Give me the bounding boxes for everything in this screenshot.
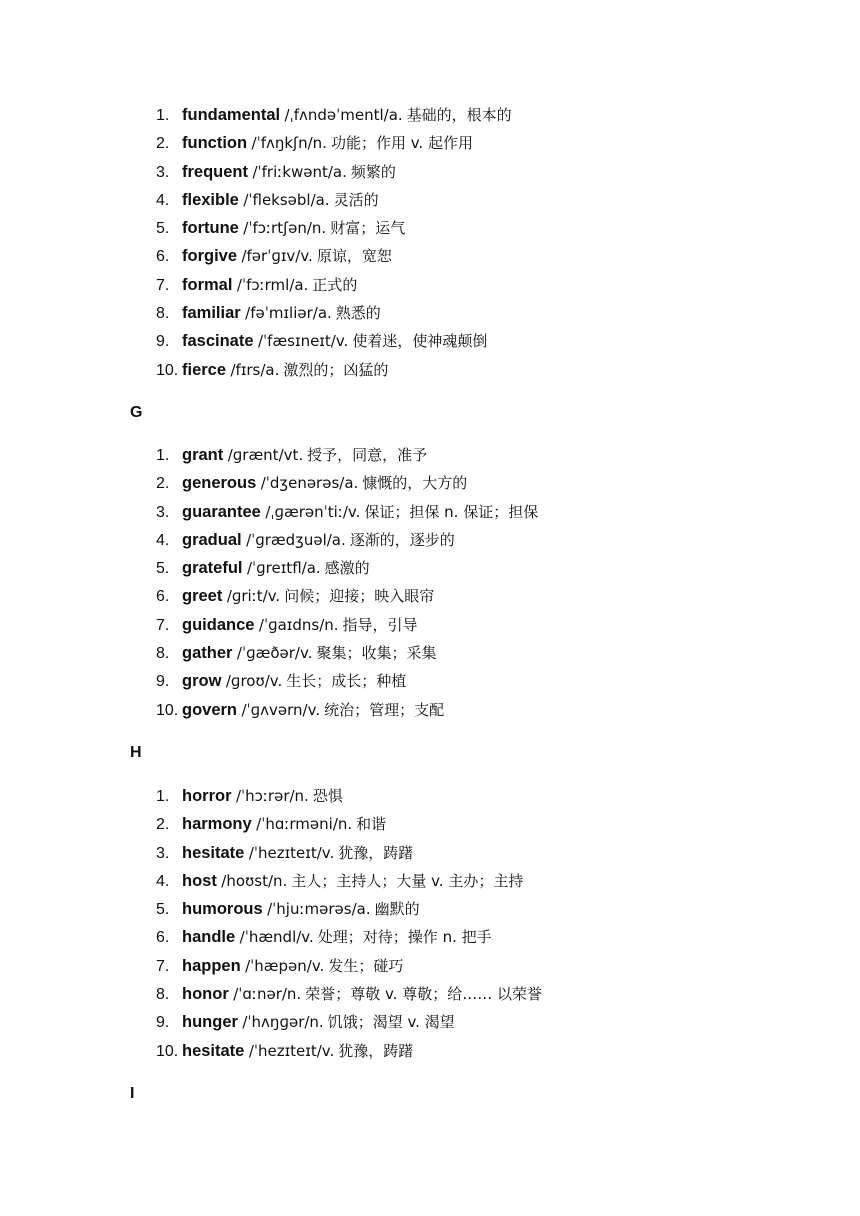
definition: 感激的 (324, 559, 370, 578)
definition: 犹豫，踌躇 (338, 1041, 414, 1060)
list-item (156, 498, 538, 526)
vocab-word: guidance (182, 615, 255, 634)
list-item (156, 867, 542, 895)
phonetic-transcription: /ˈɡaɪdns/n. (258, 615, 339, 634)
phonetic-transcription: /ˈhʌŋɡər/n. (242, 1013, 324, 1032)
definition: 灵活的 (333, 190, 379, 209)
list-item (156, 469, 538, 497)
definition: 频繁的 (350, 162, 396, 181)
phonetic-transcription: /ˈɑːnər/n. (233, 985, 302, 1004)
list-item (156, 129, 512, 157)
list-item (156, 782, 542, 810)
vocab-word: fundamental (182, 106, 281, 124)
item-number: 5. (156, 901, 170, 919)
list-item (156, 327, 512, 355)
vocab-word: handle (182, 928, 236, 947)
item-number: 7. (156, 616, 170, 634)
vocab-word: happen (182, 956, 241, 975)
phonetic-transcription: /ˈfriːkwənt/a. (252, 162, 347, 181)
list-item (156, 923, 542, 951)
vocab-word: flexible (182, 190, 239, 209)
item-number: 6. (156, 929, 170, 947)
vocab-word: fierce (182, 360, 227, 379)
item-number: 1. (156, 788, 170, 805)
definition: 统治；管理；支配 (324, 700, 445, 719)
phonetic-transcription: /ˈhezɪteɪt/v. (248, 1041, 335, 1060)
vocab-word: grant (182, 446, 224, 464)
list-item (156, 441, 538, 469)
definition: 原谅，宽恕 (316, 247, 392, 266)
definition: 指导，引导 (342, 615, 418, 634)
phonetic-transcription: /ɡrænt/vt. (227, 446, 304, 464)
phonetic-transcription: /ˈhezɪteɪt/v. (248, 843, 335, 862)
item-number: 6. (156, 588, 170, 606)
phonetic-transcription: /ˈɡʌvərn/v. (241, 700, 321, 719)
item-number: 3. (156, 844, 170, 862)
definition: 使着迷，使神魂颠倒 (352, 332, 488, 351)
vocab-word: honor (182, 985, 229, 1004)
item-number: 8. (156, 645, 170, 663)
definition: 财富；运气 (330, 219, 406, 238)
definition: 熟悉的 (335, 304, 381, 323)
vocab-word: frequent (182, 162, 248, 181)
phonetic-transcription: /ˈhjuːmərəs/a. (267, 900, 371, 919)
phonetic-transcription: /ˈfæsɪneɪt/v. (258, 332, 349, 351)
item-number: 2. (156, 135, 170, 153)
vocab-word: gradual (182, 530, 242, 549)
item-number: 9. (156, 673, 170, 691)
vocab-word: generous (182, 474, 257, 493)
definition: 饥饿；渴望 v. 渴望 (327, 1013, 455, 1032)
item-number: 2. (156, 475, 170, 493)
vocab-word: fascinate (182, 332, 254, 351)
vocab-word: host (182, 871, 217, 890)
list-item (156, 554, 538, 582)
phonetic-transcription: /ˌfʌndəˈmentl/a. (284, 106, 403, 124)
list-item (156, 980, 542, 1008)
definition: 主人；主持人；大量 v. 主办；主持 (291, 871, 524, 890)
vocab-word: function (182, 134, 248, 153)
definition: 荣誉；尊敬 v. 尊敬；给…… 以荣誉 (305, 985, 542, 1004)
definition: 问候；迎接；映入眼帘 (284, 587, 435, 606)
list-item (156, 214, 512, 242)
list-item (156, 1037, 542, 1065)
phonetic-transcription: /ˈdʒenərəs/a. (260, 474, 359, 493)
vocab-word: horror (182, 787, 232, 805)
phonetic-transcription: /ˈfɔːrtʃən/n. (243, 219, 327, 238)
item-number: 2. (156, 816, 170, 834)
item-number: 10. (156, 361, 179, 379)
item-number: 10. (156, 1042, 179, 1060)
vocab-word: forgive (182, 247, 238, 266)
vocab-word: grateful (182, 559, 243, 578)
item-number: 1. (156, 447, 170, 464)
vocab-word: hesitate (182, 1041, 245, 1060)
phonetic-transcription: /ˈɡreɪtfl/a. (246, 559, 321, 578)
list-item (156, 696, 538, 724)
definition: 处理；对待；操作 n. 把手 (317, 928, 492, 947)
item-number: 9. (156, 1014, 170, 1032)
phonetic-transcription: /ɡriːt/v. (226, 587, 281, 606)
vocab-word: harmony (182, 815, 252, 834)
word-list-h (156, 782, 542, 1065)
definition: 聚集；收集；采集 (316, 644, 437, 663)
section-heading-i: I (130, 1085, 135, 1102)
definition: 激烈的；凶猛的 (283, 360, 389, 379)
definition: 和谐 (356, 815, 387, 834)
vocab-word: gather (182, 644, 233, 663)
list-item (156, 186, 512, 214)
phonetic-transcription: /ˈfleksəbl/a. (243, 190, 330, 209)
list-item (156, 242, 512, 270)
list-item (156, 271, 512, 299)
list-item (156, 810, 542, 838)
vocab-word: greet (182, 587, 223, 606)
list-item (156, 582, 538, 610)
definition: 发生；碰巧 (328, 956, 404, 975)
phonetic-transcription: /ˈhændl/v. (239, 928, 314, 947)
list-item (156, 158, 512, 186)
phonetic-transcription: /ˈɡæðər/v. (236, 644, 313, 663)
item-number: 9. (156, 333, 170, 351)
definition: 保证；担保 n. 保证；担保 (364, 502, 539, 521)
item-number: 10. (156, 701, 179, 719)
phonetic-transcription: /ˈfʌŋkʃn/n. (251, 134, 327, 153)
item-number: 3. (156, 503, 170, 521)
vocab-word: hesitate (182, 843, 245, 862)
item-number: 4. (156, 531, 170, 549)
phonetic-transcription: /fɪrs/a. (230, 360, 280, 379)
definition: 慷慨的，大方的 (362, 474, 468, 493)
list-item (156, 611, 538, 639)
item-number: 8. (156, 305, 170, 323)
definition: 逐渐的，逐步的 (349, 530, 455, 549)
vocab-word: fortune (182, 219, 239, 238)
vocab-word: familiar (182, 304, 241, 323)
list-item (156, 639, 538, 667)
phonetic-transcription: /ˈɡrædʒuəl/a. (246, 530, 346, 549)
phonetic-transcription: /ɡroʊ/v. (225, 672, 283, 691)
vocab-word: humorous (182, 900, 263, 919)
vocab-word: hunger (182, 1013, 238, 1032)
definition: 正式的 (312, 275, 358, 294)
definition: 犹豫，踌躇 (338, 843, 414, 862)
definition: 基础的，根本的 (406, 106, 512, 124)
definition: 授予，同意，准予 (307, 446, 428, 464)
phonetic-transcription: /fəˈmɪliər/a. (245, 304, 332, 323)
list-item (156, 839, 542, 867)
phonetic-transcription: /fərˈɡɪv/v. (241, 247, 313, 266)
item-number: 4. (156, 191, 170, 209)
item-number: 6. (156, 248, 170, 266)
word-list-g (156, 441, 538, 724)
phonetic-transcription: /ˌɡærənˈtiː/v. (265, 502, 361, 521)
vocab-word: govern (182, 700, 238, 719)
vocab-word: grow (182, 672, 222, 691)
definition: 恐惧 (312, 787, 343, 805)
definition: 生长；成长；种植 (286, 672, 407, 691)
list-item (156, 101, 512, 129)
item-number: 5. (156, 560, 170, 578)
section-heading-h: H (130, 744, 142, 761)
definition: 幽默的 (374, 900, 420, 919)
vocab-word: formal (182, 275, 233, 294)
definition: 功能；作用 v. 起作用 (330, 134, 473, 153)
list-item (156, 526, 538, 554)
item-number: 5. (156, 220, 170, 238)
item-number: 3. (156, 163, 170, 181)
list-item (156, 952, 542, 980)
item-number: 8. (156, 986, 170, 1004)
phonetic-transcription: /hoʊst/n. (221, 871, 288, 890)
phonetic-transcription: /ˈfɔːrml/a. (236, 275, 309, 294)
list-item (156, 356, 512, 384)
phonetic-transcription: /ˈhæpən/v. (245, 956, 325, 975)
vocab-word: guarantee (182, 502, 261, 521)
list-item (156, 1008, 542, 1036)
list-item (156, 667, 538, 695)
list-item (156, 299, 512, 327)
list-item (156, 895, 542, 923)
item-number: 4. (156, 872, 170, 890)
phonetic-transcription: /ˈhɑːrməni/n. (256, 815, 353, 834)
item-number: 7. (156, 957, 170, 975)
section-heading-g: G (130, 404, 143, 421)
item-number: 7. (156, 276, 170, 294)
phonetic-transcription: /ˈhɔːrər/n. (235, 787, 309, 805)
word-list-f (156, 101, 512, 384)
item-number: 1. (156, 107, 170, 124)
